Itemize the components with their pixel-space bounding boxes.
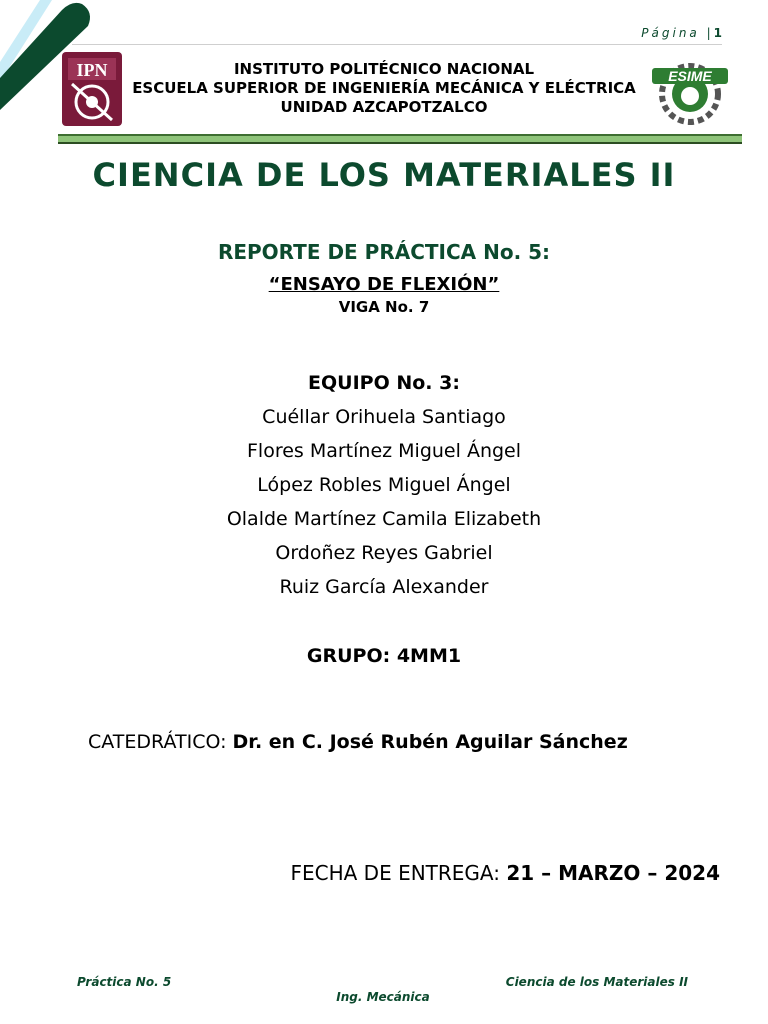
team-member: Olalde Martínez Camila Elizabeth [226,508,542,530]
professor-label: CATEDRÁTICO: [88,731,227,753]
header-green-bar [58,134,742,144]
page-number: Página |1 [641,26,722,40]
header-rule [72,44,722,45]
team-member: López Robles Miguel Ángel [257,474,511,496]
professor-line [88,731,628,753]
document-title: CIENCIA DE LOS MATERIALES II [92,156,676,194]
essay-title: “ENSAYO DE FLEXIÓN” [268,274,500,295]
team-member: Ordoñez Reyes Gabriel [275,542,493,564]
school-name: ESCUELA SUPERIOR DE INGENIERÍA MECÁNICA Y ELÉCTRICA [132,79,636,97]
team-member: Flores Martínez Miguel Ángel [246,440,522,462]
ipn-logo-text: IPN [76,60,108,80]
unit-name: UNIDAD AZCAPOTZALCO [280,98,488,116]
report-subtitle: REPORTE DE PRÁCTICA No. 5: [217,240,551,264]
institute-name: INSTITUTO POLITÉCNICO NACIONAL [233,60,535,78]
footer-center: Ing. Mecánica [336,990,430,1004]
esime-logo-text: ESIME [668,68,712,84]
delivery-date-line [291,861,721,885]
footer-right: Ciencia de los Materiales II [505,975,688,989]
beam-number: VIGA No. 7 [338,298,430,316]
delivery-label: FECHA DE ENTREGA: [290,861,500,885]
professor-name: Dr. en C. José Rubén Aguilar Sánchez [232,731,628,753]
delivery-date: 21 – MARZO – 2024 [506,861,720,885]
team-member: Ruiz García Alexander [279,576,489,598]
team-member: Cuéllar Orihuela Santiago [262,406,506,428]
footer-left: Práctica No. 5 [77,975,172,989]
team-label: EQUIPO No. 3: [308,372,460,394]
group-label: GRUPO: 4MM1 [306,645,462,667]
